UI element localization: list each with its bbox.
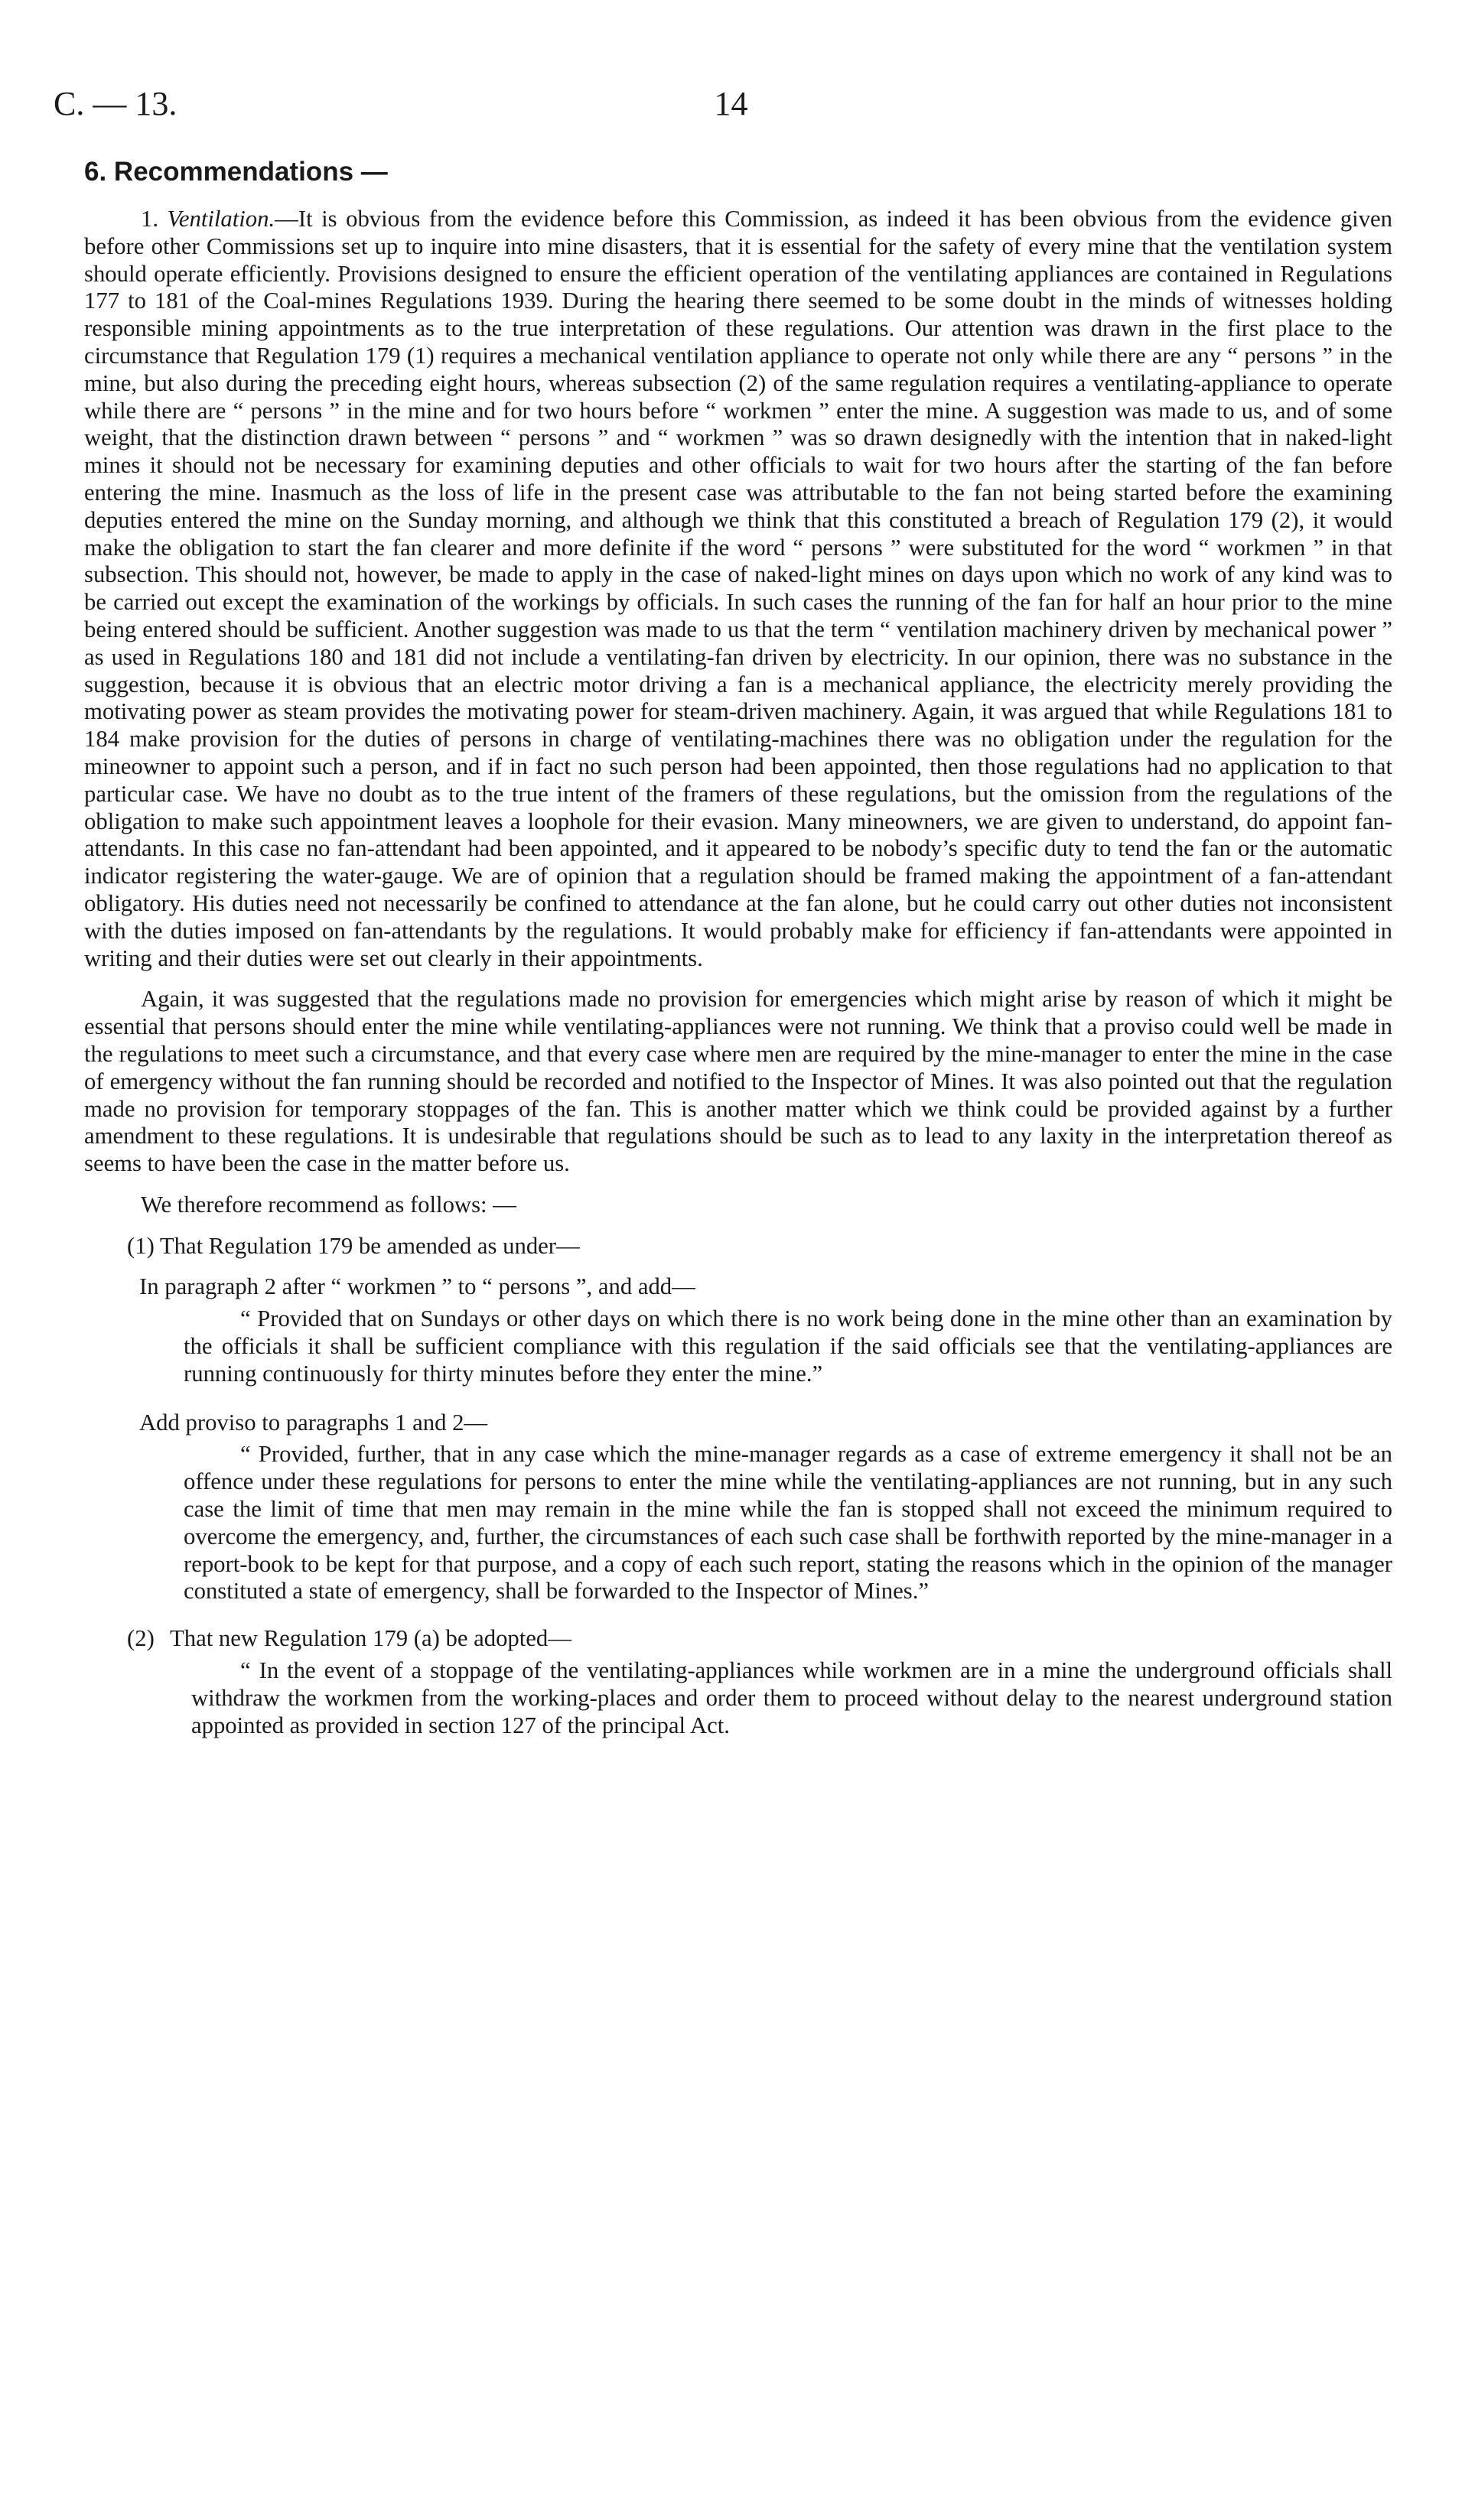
page-header: [54, 84, 1408, 130]
emergency-paragraph: Again, it was suggested that the regulations made no provision for emergencies which might arise by reason of which it might be essential that persons should enter the mine while ventilating-appliances were not running. We think that a proviso could well be made in the regulations to meet such a circumstance, and that every case where men are required by the mine-manager to enter the mine in the case of emergency without the fan running should be recorded and notified to the Inspector of Mines. It was also pointed out that the regulation made no provision for temporary stoppages of the fan. This is another matter which we think could be provided against by a further amendment to these regulations. It is undesirable that regulations should be such as to lead to any laxity in the interpretation thereof as seems to have been the case in the matter before us.: [84, 986, 1392, 1177]
section-heading: 6. Recommendations —: [84, 157, 388, 187]
ventilation-paragraph: [84, 206, 1392, 972]
page-number: 14: [714, 85, 748, 122]
recommendation-2-title: [84, 1625, 1392, 1653]
recommendation-1-proviso-sundays: “ Provided that on Sundays or other days on which there is no work being done in the mine other than an examination by the officials it shall be sufficient compliance with this regulation if the said officials see that the ventilating-appliances are running continuously for thirty minutes before they enter the mine.”: [184, 1306, 1392, 1387]
recommendation-1-add-proviso: Add proviso to paragraphs 1 and 2—: [139, 1409, 488, 1436]
ventilation-heading: Ventilation.: [167, 206, 275, 232]
recommendation-2-text: That new Regulation 179 (a) be adopted—: [170, 1625, 571, 1652]
recommend-intro: We therefore recommend as follows: —: [141, 1191, 516, 1218]
recommendation-2-regulation-text: “ In the event of a stoppage of the ventilating-appliances while workmen are in a mine the underground officials shall withdraw the workmen from the working-places and order them to proceed without delay to the nearest underground station appointed as provided in section 127 of the principal Act.: [191, 1657, 1392, 1738]
recommendation-1-title: (1) That Regulation 179 be amended as under—: [127, 1232, 580, 1259]
ventilation-body: —It is obvious from the evidence before this Commission, as indeed it has been obvious from the evidence given before other Commissions set up to inquire into mine disasters, that it is essential for the safety of every mine that the ventilation system should operate efficiently. Provisions designed to ensure the efficient operation of the ventilating appliances are contained in Regulations 177 to 181 of the Coal-mines Regulations 1939. During the hearing there seemed to be some doubt in the minds of witnesses holding responsible mining appointments as to the true interpretation of these regulations. Our attention was drawn in the first place to the circumstance that Regulation 179 (1) requires a mechanical ventilation appliance to operate not only while there are any “ persons ” in the mine, but also during the preceding eight hours, whereas subsection (2) of the same regulation requires a ventilating-appliance to operate while there are “ persons ” in the mine and for two hours before “ workmen ” enter the mine. A suggestion was made to us, and of some weight, that the distinction drawn between “ persons ” and “ workmen ” was so drawn designedly with the intention that in naked-light mines it should not be necessary for examining deputies and other officials to wait for two hours after the starting of the fan before entering the mine. Inasmuch as the loss of life in the present case was attributable to the fan not being started before the examining deputies entered the mine on the Sunday morning, and although we think that this constituted a breach of Regulation 179 (2), it would make the obligation to start the fan clearer and more definite if the word “ persons ” were substituted for the word “ workmen ” in that subsection. This should not, however, be made to apply in the case of naked-light mines on days upon which no work of any kind was to be carried out except the examination of the workings by officials. In such cases the running of the fan for half an hour prior to the mine being entered should be sufficient. Another suggestion was made to us that the term “ ventilation machinery driven by mechanical power ” as used in Regulations 180 and 181 did not include a ventilating-fan driven by electricity. In our opinion, there was no substance in the suggestion, because it is obvious that an electric motor driving a fan is a mechanical appliance, the electricity merely providing the motivating power as steam provides the motivating power for steam-driven machinery. Again, it was argued that while Regulations 181 to 184 make provision for the duties of persons in charge of ventilating-machines there was no obligation under the regulation for the mineowner to appoint such a person, and if in fact no such person had been appointed, then those regulations had no application to that particular case. We have no doubt as to the true intent of the framers of these regulations, but the omission from the regulations of the obligation to make such appointment leaves a loophole for their evasion. Many mineowners, we are given to understand, do appoint fan-attendants. In this case no fan-attendant had been appointed, and it appeared to be nobody’s specific duty to tend the fan or the automatic indicator registering the water-gauge. We are of opinion that a regulation should be framed making the appointment of a fan-attendant obligatory. His duties need not necessarily be confined to attendance at the fan alone, but he could carry out other duties not inconsistent with the duties imposed on fan-attendants by the regulations. It would probably make for efficiency if fan-attendants were appointed in writing and their duties were set out clearly in their appointments.: [84, 206, 1392, 971]
document-code: C. — 13.: [54, 85, 177, 122]
recommendation-2-number: (2): [127, 1625, 155, 1652]
paragraph-number: 1.: [141, 206, 168, 232]
recommendation-1-proviso-emergency: “ Provided, further, that in any case which the mine-manager regards as a case of extreme emergency it shall not be an offence under these regulations for persons to enter the mine while the ventilating-appliances are not running, but in any such case the limit of time that men may remain in the mine while the fan is stopped shall not exceed the minimum required to overcome the emergency, and, further, the circumstances of each such case shall be forthwith reported by the mine-manager in a report-book to be kept for that purpose, and a copy of each such report, stating the reasons which in the opinion of the manager constituted a state of emergency, shall be forwarded to the Inspector of Mines.”: [184, 1441, 1392, 1605]
page-content: [84, 157, 1392, 1739]
recommendation-1-paragraph-2: In paragraph 2 after “ workmen ” to “ persons ”, and add—: [139, 1273, 695, 1300]
